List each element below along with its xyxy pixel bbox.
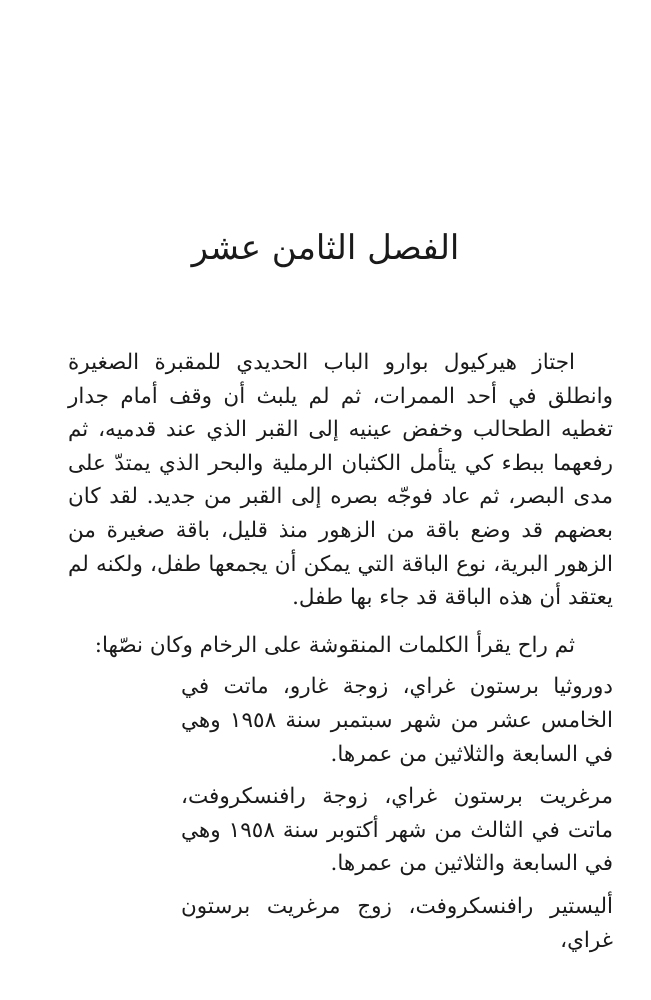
inscription-intro: ثم راح يقرأ الكلمات المنقوشة على الرخام وكان نصّها: (94, 632, 575, 658)
epitaph-dorothea: دوروثيا برستون غراي، زوجة غارو، ماتت في الخامس عشر من شهر سبتمبر سنة ١٩٥٨ وهي في السابعة والثلاثين من عمرها. (181, 674, 613, 767)
epitaph-alistair: أليستير رافنسكروفت، زوج مرغريت برستون غراي، (181, 893, 613, 953)
chapter-title: الفصل الثامن عشر (191, 228, 460, 268)
chapter-body (68, 346, 613, 957)
epitaph-margaret: مرغريت برستون غراي، زوجة رافنسكروفت، ماتت في الثالث من شهر أكتوبر سنة ١٩٥٨ وهي في السابعة والثلاثين من عمرها. (181, 784, 613, 877)
opening-paragraph: اجتاز هيركيول بوارو الباب الحديدي للمقبرة الصغيرة وانطلق في أحد الممرات، ثم لم يلبث أن وقف أمام جدار تغطيه الطحالب وخفض عينيه إلى القبر الذي عند قدميه، ثم رفعهما ببطء كي يتأمل الكثبان الرملية والبحر الذي يمتدّ على مدى البصر، ثم عاد فوجّه بصره إلى القبر من جديد. لقد كان بعضهم قد وضع باقة من الزهور منذ قليل، باقة صغيرة من الزهور البرية، نوع الباقة التي يمكن أن يجمعها طفل، ولكنه لم يعتقد أن هذه الباقة قد جاء بها طفل. (68, 350, 613, 611)
